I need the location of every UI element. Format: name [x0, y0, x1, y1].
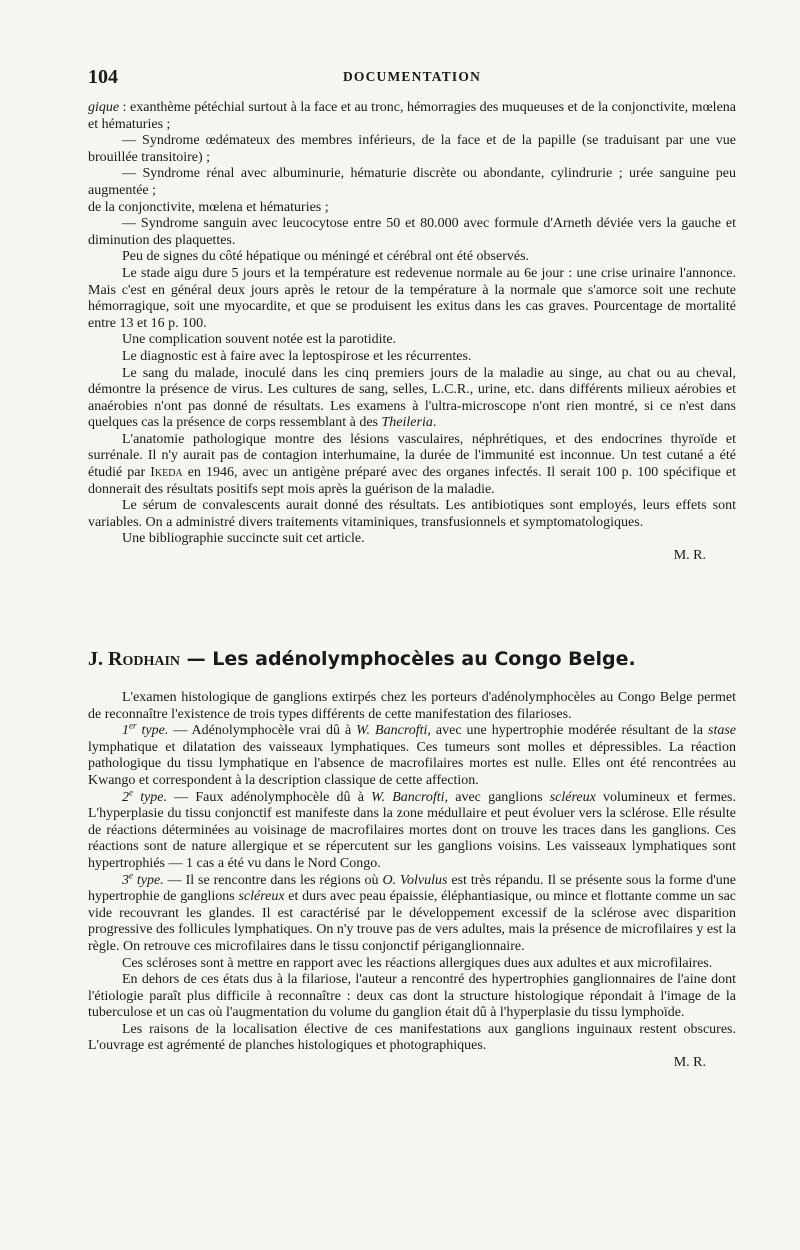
text: — Il se rencontre dans les régions où: [163, 872, 383, 888]
running-title: DOCUMENTATION: [342, 69, 482, 84]
type-label: type.: [133, 789, 168, 805]
paragraph: Le stade aigu dure 5 jours et la température est redevenue normale au 6e jour : une crise urinaire l'annonce. Mais c'est en général deux jours après le retour de la température à la normale que s'amorce soit une rechute hémorragique, soit une myocardite, et que se produisent les exitus dans les cas graves. Pourcentage de mortalité entre 13 et 16 p. 100.: [88, 265, 736, 331]
text: L'anatomie pathologique montre des lésions vasculaires, néphrétiques, et des endocrines thyroïde et surrénale. Il n'y aurait pas de contagion interhumaine, la durée de l'immunité est inconnue. Un test cutané a été étudié par: [88, 431, 736, 481]
text: lymphatique et dilatation des vaisseaux lymphatiques. Ces tumeurs sont molles et dépressibles. La réaction pathologique du tissu lymphatique en l'absence de macrofilaires mortes est nulle. Elles ont été rencontrées au Kwango et correspondent à la description classique de cette affection.: [88, 739, 736, 788]
paragraph: Le sérum de convalescents aurait donné des résultats. Les antibiotiques sont employés, leurs effets sont variables. On a administré divers traitements vitaminiques, transfusionnels et symptomatologiques.: [88, 498, 736, 530]
superscript: e: [129, 869, 133, 880]
italic-text: scléreux: [549, 789, 596, 805]
paragraph: [88, 869, 737, 956]
article-title: [88, 648, 736, 671]
text: Le sang du malade, inoculé dans les cinq premiers jours de la maladie au singe, au chat ou au cheval, démontre la présence de virus. Les cultures de sang, selles, L.C.R., urine, etc. dans différents milieux aérobies et anaérobies n'ont pas donné de résultats. Les examens à l'ultra-microscope n'ont rien montré, si ce n'est dans quelques cas la présence de corps ressemblant à des: [88, 365, 736, 431]
italic-text: scléreux: [238, 889, 285, 905]
paragraph: [88, 786, 736, 873]
text: , avec une hypertrophie modérée résultant de la: [427, 723, 709, 739]
text: est très répandu. Il se présente sous la forme d'une hypertrophie de ganglions: [88, 872, 736, 905]
paragraph: [88, 100, 736, 133]
type-number: 3: [122, 872, 129, 888]
text: et durs avec peau épaissie, éléphantiasique, ou mince et flottante comme un sac vide recouvrant les glandes. Il est caractérisé par le développement excessif de la sclérose avec disparition progressive des follicules lymphatiques. On n'y trouve pas de vers adultes, mais la présence de microfilaires y est la règle. On retrouve ces microfilaires dans le tissu conjonctif périganglionnaire.: [88, 889, 737, 954]
page-header: [88, 66, 736, 90]
signature: M. R.: [673, 548, 706, 564]
paragraph: Le diagnostic est à faire avec la leptospirose et les récurrentes.: [122, 348, 472, 364]
signature: M. R.: [673, 1055, 706, 1071]
paragraph: Les raisons de la localisation élective de ces manifestations aux ganglions inguinaux restent obscures. L'ouvrage est agrémenté de planches histologiques et photographiques.: [88, 1021, 736, 1054]
italic-text: stase: [708, 723, 737, 739]
text: en 1946, avec un antigène préparé avec des organes infectés. Il serait 100 p. 100 spécifique et donnerait des résultats positifs sept mois après la guérison de la maladie.: [88, 465, 736, 497]
type-heading: [122, 786, 168, 805]
paragraph: Peu de signes du côté hépatique ou méningé et cérébral ont été observés.: [122, 249, 530, 265]
paragraph: L'examen histologique de ganglions extirpés chez les porteurs d'adénolymphocèles au Congo Belge permet de reconnaître l'existence de trois types différents de cette manifestation des filarioses.: [88, 690, 736, 722]
paragraph: de la conjonctivite, mœlena et hématuries ;: [88, 199, 329, 215]
type-heading: [122, 720, 169, 739]
author-initial: J.: [88, 648, 108, 670]
paragraph: [88, 366, 736, 432]
paragraph: Une complication souvent notée est la parotidite.: [122, 332, 397, 348]
paragraph: En dehors de ces états dus à la filariose, l'auteur a rencontré des hypertrophies ganglionnaires de l'aine dont l'étiologie paraît plus difficile à reconnaître : deux cas dont la structure histologique répondait à l'image de la tuberculose et un cas où l'augmentation du volume du ganglion était dû à l'hyperplasie du tissu lymphoïde.: [88, 972, 736, 1021]
type-label: type.: [136, 723, 169, 739]
paragraph: — Syndrome rénal avec albuminurie, hématurie discrète ou abondante, cylindrurie ; urée sanguine peu augmentée ;: [88, 166, 736, 198]
section-previous-review: [88, 100, 736, 565]
superscript: er: [129, 720, 137, 731]
author-name: Ikeda: [150, 465, 183, 481]
text: — Adénolymphocèle vrai dû à: [168, 723, 357, 739]
paragraph: Ces scléroses sont à mettre en rapport avec les réactions allergiques dues aux adultes et aux microfilaires.: [122, 955, 713, 971]
type-heading: [122, 869, 164, 888]
paragraph: — Syndrome sanguin avec leucocytose entre 50 et 80.000 avec formule d'Arneth déviée vers la gauche et diminution des plaquettes.: [88, 216, 736, 248]
text: — Faux adénolymphocèle dû à: [167, 789, 372, 805]
type-number: 1: [122, 723, 129, 739]
text: , avec ganglions: [444, 789, 550, 805]
type-number: 2: [122, 789, 129, 805]
section-article-review: [88, 690, 736, 1072]
italic-text: O. Volvulus: [382, 872, 448, 888]
author-name: Rodhain: [108, 648, 181, 670]
superscript: e: [129, 786, 133, 797]
italic-text: gique: [88, 100, 120, 115]
italic-text: W. Bancrofti: [356, 723, 428, 739]
title-text: — Les adénolymphocèles au Congo Belge.: [180, 648, 636, 670]
paragraph: [88, 432, 736, 498]
italic-text: Theileria: [381, 415, 433, 431]
text: : exanthème pétéchial surtout à la face et au tronc, hémorragies des muqueuses et de la conjonctivite, mœlena et hématuries ;: [88, 100, 736, 132]
text: volumineux et fermes. L'hyperplasie du tissu conjonctif est manifeste dans la zone médullaire et peut évoluer vers la sclérose. Elle résulte de réactions déterminées au voisinage de macrofilaires mortes dont on trouve les traces dans les ganglions. Ces réactions sont de nature allergique et se répercutent sur les ganglions voisins. Les vaisseaux lymphatiques sont hypertrophiés — 1 cas a été vu dans le Nord Congo.: [88, 789, 736, 871]
paragraph: [88, 720, 737, 789]
paragraph: — Syndrome œdémateux des membres inférieurs, de la face et de la papille (se traduisant par une vue brouillée transitoire) ;: [88, 133, 736, 165]
text: .: [432, 415, 437, 431]
paragraph: Une bibliographie succincte suit cet article.: [122, 531, 365, 547]
type-label: type.: [133, 872, 164, 888]
page-number: 104: [88, 66, 118, 88]
italic-text: W. Bancrofti: [371, 789, 445, 805]
